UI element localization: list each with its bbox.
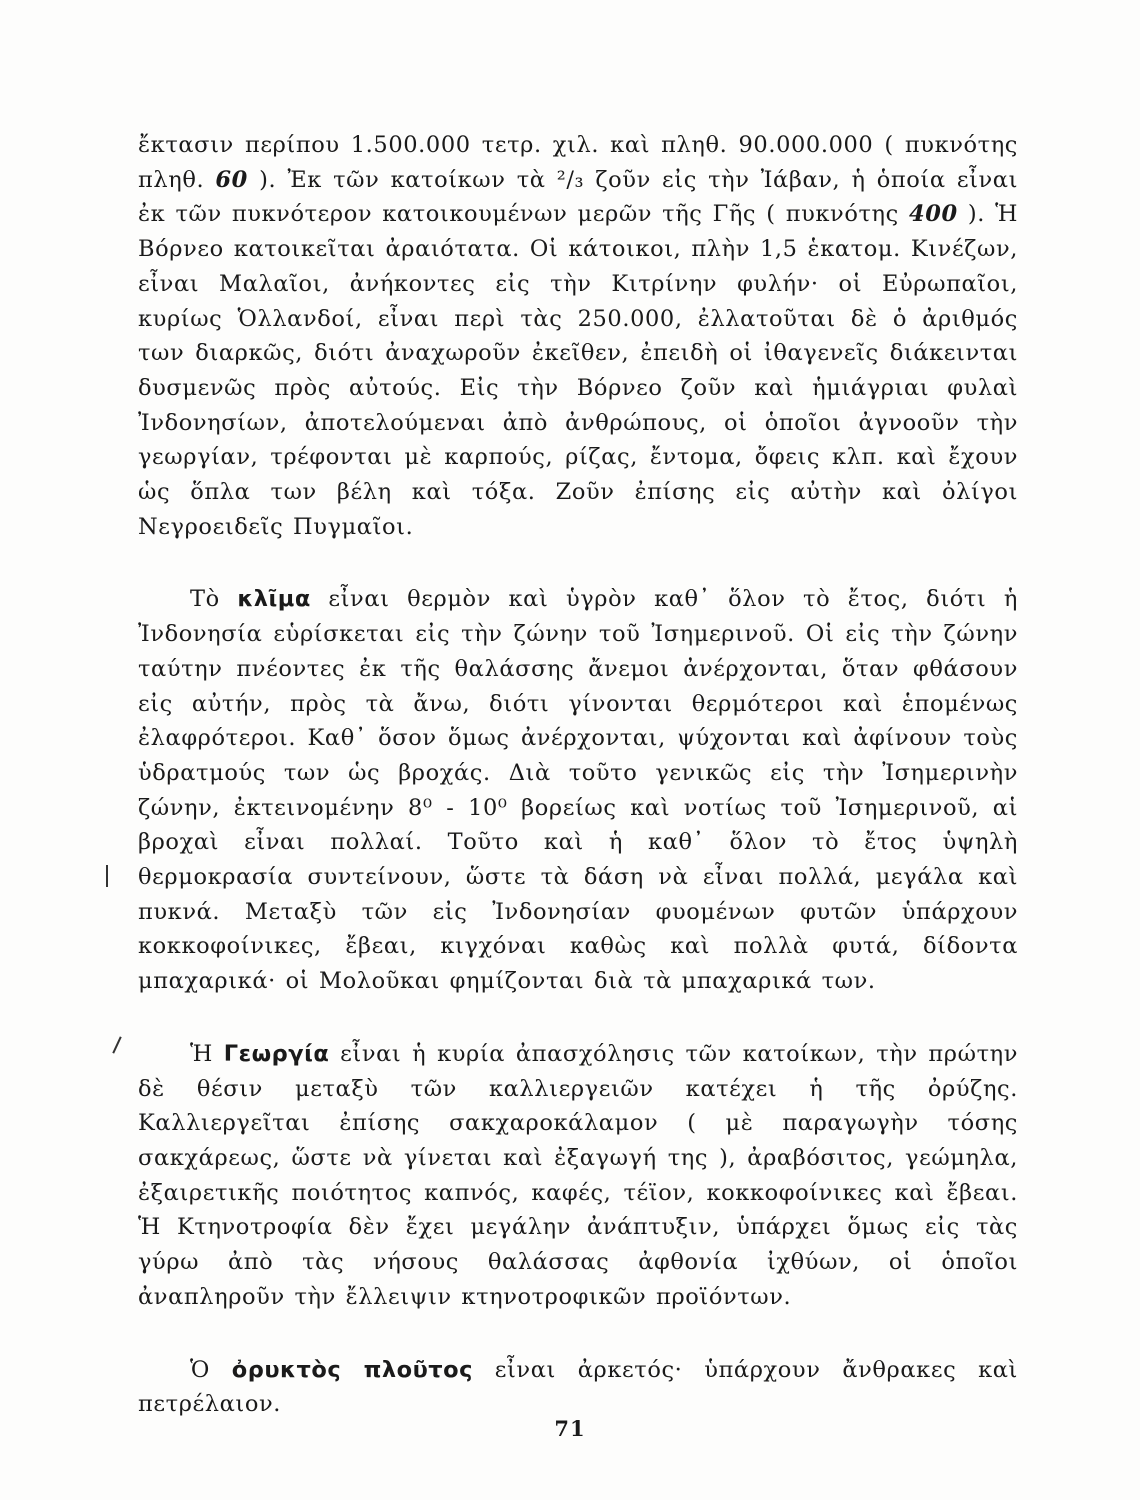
paragraph-population-text-3: ). Ἡ Βόρνεο κατοικεῖται ἀραιότατα. Οἱ κάτοικοι, πλὴν 1,5 ἑκατομ. Κινέζων, εἶναι Μαλαῖοι, ἀνήκοντες εἰς τὴν Κιτρίνην φυλήν· οἱ Εὐρωπαῖοι, κυρίως Ὁλλανδοί, εἶναι περὶ τὰς 250.000, ἐλλατοῦται δὲ ὁ ἀριθμός των διαρκῶς, διότι ἀναχωροῦν ἐκεῖθεν, ἐπειδὴ οἱ ἰθαγενεῖς διάκεινται δυσμενῶς πρὸς αὐτούς. Εἰς τὴν Βόρνεο ζοῦν καὶ ἡμιάγριαι φυλαὶ Ἰνδονησίων, ἀποτελούμεναι ἀπὸ ἀνθρώπους, οἱ ὁποῖοι ἀγνοοῦν τὴν γεωργίαν, τρέφονται μὲ καρπούς, ρίζας, ἔντομα, ὄφεις κλπ. καὶ ἔχουν ὡς ὅπλα των βέλη καὶ τόξα. Ζοῦν ἐπίσης εἰς αὐτὴν καὶ ὀλίγοι Νεγροειδεῖς Πυγμαῖοι. <box>138 201 1019 540</box>
density-java-value: 60 <box>215 166 248 193</box>
paragraph-climate-prefix: Τὸ <box>190 586 238 613</box>
body-text <box>138 128 1018 1422</box>
page-number: 71 <box>554 1416 586 1441</box>
paragraph-population-text-2: ). Ἐκ τῶν κατοίκων τὰ ²/₃ ζοῦν εἰς τὴν Ἰάβαν, ἡ ὁποία εἶναι ἐκ τῶν πυκνότερον κατοικουμένων μερῶν τῆς Γῆς ( πυκνότης <box>138 166 1018 228</box>
paragraph-population-text: ἔκτασιν περίπου 1.500.000 τετρ. χιλ. καὶ πληθ. 90.000.000 ( πυκνότης πληθ. <box>138 132 1018 193</box>
paragraph-minerals <box>138 1353 1018 1422</box>
density-borneo-value: 400 <box>908 201 958 228</box>
paragraph-minerals-text: εἶναι ἀρκετός· ὑπάρχουν ἄνθρακες καὶ πετρέλαιον. <box>138 1356 1018 1418</box>
margin-pencil-mark <box>112 1036 121 1053</box>
paragraph-agriculture-text: εἶναι ἡ κυρία ἀπασχόλησις τῶν κατοίκων, τὴν πρώτην δὲ θέσιν μεταξὺ τῶν καλλιεργειῶν κατέχει ἡ τῆς ὀρύζης. Καλλιεργεῖται ἐπίσης σακχαροκάλαμον ( μὲ παραγωγὴν τόσης σακχάρεως, ὥστε νὰ γίνεται καὶ ἐξαγωγή της ), ἀραβόσιτος, γεώμηλα, ἐξαιρετικῆς ποιότητος καπνός, καφές, τέϊον, κοκκοφοίνικες καὶ ἔβεαι. Ἡ Κτηνοτροφία δὲν ἔχει μεγάλην ἀνάπτυξιν, ὑπάρχει ὅμως εἰς τὰς γύρω ἀπὸ τὰς νήσους θαλάσσας ἀφθονία ἰχθύων, οἱ ὁποῖοι ἀναπληροῦν τὴν ἔλλειψιν κτηνοτροφικῶν προϊόντων. <box>138 1040 1018 1310</box>
paragraph-agriculture <box>138 1037 1018 1315</box>
keyword-agriculture: Γεωργία <box>223 1040 330 1067</box>
paragraph-minerals-prefix: Ὁ <box>190 1356 232 1383</box>
margin-pencil-mark <box>106 865 108 887</box>
paragraph-climate-text: εἶναι θερμὸν καὶ ὑγρὸν καθ᾽ ὅλον τὸ ἔτος, διότι ἡ Ἰνδονησία εὑρίσκεται εἰς τὴν ζώνην τοῦ Ἰσημερινοῦ. Οἱ εἰς τὴν ζώνην ταύτην πνέοντες ἐκ τῆς θαλάσσης ἄνεμοι ἀνέρχονται, ὅταν φθάσουν εἰς αὐτήν, πρὸς τὰ ἄνω, διότι γίνονται θερμότεροι καὶ ἑπομένως ἐλαφρότεροι. Καθ᾽ ὅσον ὅμως ἀνέρχονται, ψύχονται καὶ ἀφίνουν τοὺς ὑδρατμούς των ὡς βροχάς. Διὰ τοῦτο γενικῶς εἰς τὴν Ἰσημερινὴν ζώνην, ἐκτεινομένην 8⁰ - 10⁰ βορείως καὶ νοτίως τοῦ Ἰσημερινοῦ, αἱ βροχαὶ εἶναι πολλαί. Τοῦτο καὶ ἡ καθ᾽ ὅλον τὸ ἔτος ὑψηλὴ θερμοκρασία συντείνουν, ὥστε τὰ δάση νὰ εἶναι πολλά, μεγάλα καὶ πυκνά. Μεταξὺ τῶν εἰς Ἰνδονησίαν φυομένων φυτῶν ὑπάρχουν κοκκοφοίνικες, ἔβεαι, κιγχόναι καθὼς καὶ πολλὰ φυτά, δίδοντα μπαχαρικά· οἱ Μολοῦκαι φημίζονται διὰ τὰ μπαχαρικά των. <box>138 586 1018 995</box>
paragraph-agriculture-prefix: Ἡ <box>190 1040 224 1067</box>
keyword-climate: κλῖμα <box>237 586 311 613</box>
paragraph-climate <box>138 582 1018 998</box>
keyword-minerals: ὀρυκτὸς πλοῦτος <box>231 1356 473 1383</box>
paragraph-population <box>138 128 1018 544</box>
